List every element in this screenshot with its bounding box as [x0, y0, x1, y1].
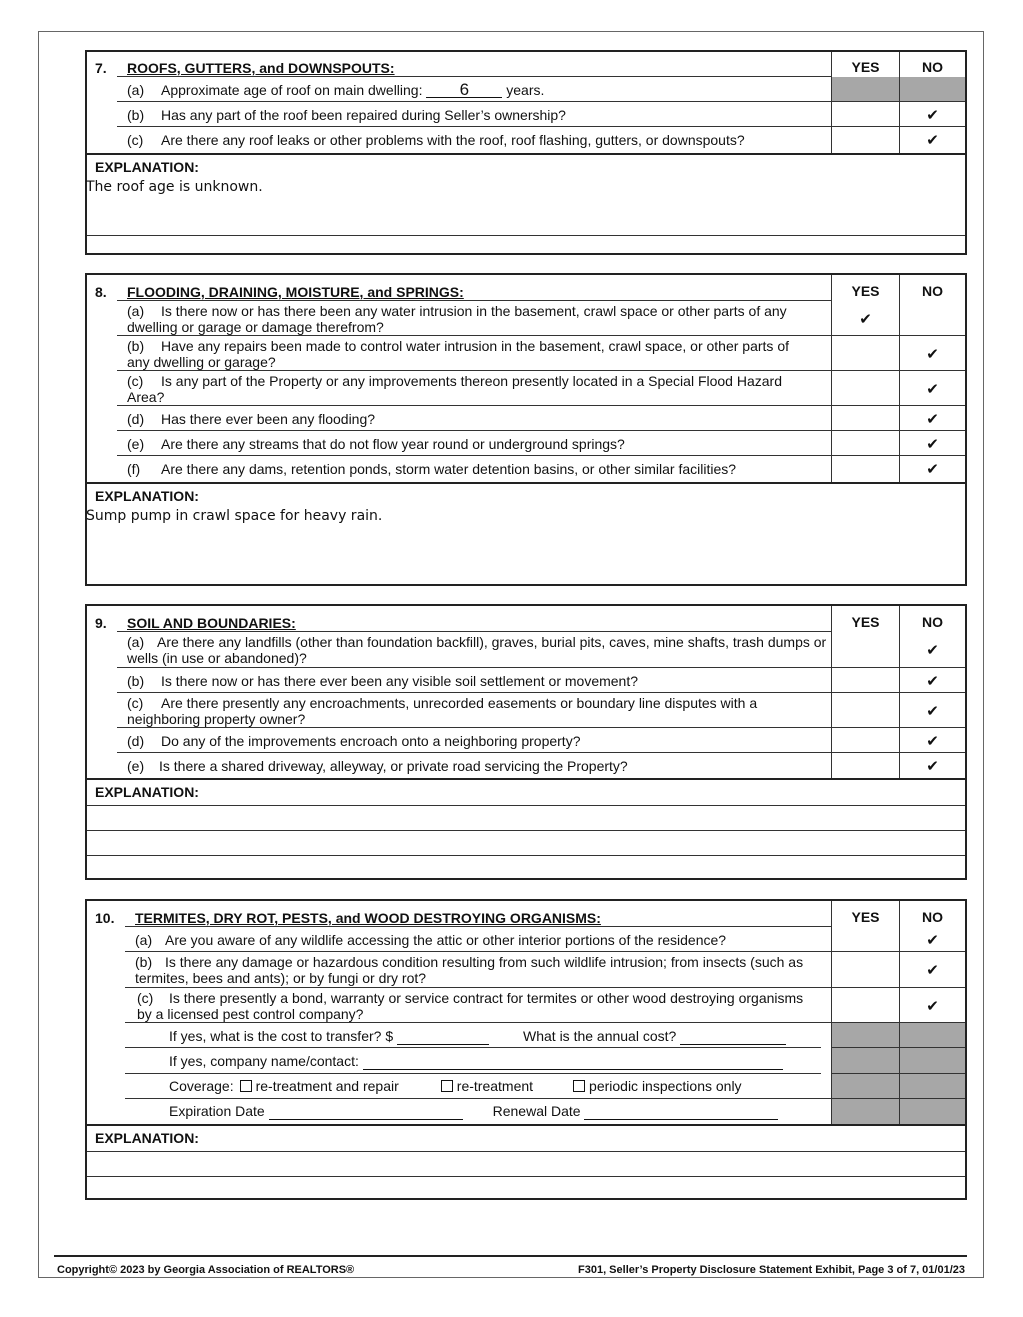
yes-cell-shaded	[831, 1099, 899, 1124]
section-10-termites	[85, 899, 967, 1200]
yes-checkbox[interactable]	[831, 127, 899, 153]
no-cell-shaded	[899, 1023, 965, 1048]
question-10a: (a) Are you aware of any wildlife accessing the attic or other interior portions of the residence?	[135, 932, 727, 948]
section-7-roofs	[85, 50, 967, 255]
roof-age-field[interactable]: 6	[426, 82, 502, 98]
yes-checkbox[interactable]	[831, 668, 899, 693]
no-header: NO	[922, 614, 943, 630]
explanation-label: EXPLANATION:	[95, 784, 199, 800]
section-number: 8.	[95, 284, 107, 300]
section-title: ROOFS, GUTTERS, and DOWNSPOUTS:	[127, 60, 395, 76]
yes-checkbox[interactable]	[831, 431, 899, 456]
company-row: If yes, company name/contact:	[169, 1053, 783, 1070]
checkmark-icon: ✔	[926, 345, 939, 363]
yes-checkbox[interactable]	[831, 456, 899, 482]
yes-checkbox[interactable]	[831, 632, 899, 668]
yes-header: YES	[851, 614, 880, 630]
question-9d: (d) Do any of the improvements encroach onto a neighboring property?	[127, 733, 581, 749]
explanation-box[interactable]	[87, 778, 965, 878]
question-7b: (b) Has any part of the roof been repaired during Seller’s ownership?	[127, 107, 566, 123]
checkmark-icon: ✔	[926, 380, 939, 398]
section-number: 7.	[95, 60, 107, 76]
section-number: 10.	[95, 910, 115, 926]
yes-checkbox[interactable]	[831, 301, 899, 336]
no-checkbox[interactable]	[899, 336, 965, 371]
no-checkbox[interactable]	[899, 927, 965, 952]
no-checkbox[interactable]	[899, 371, 965, 406]
footer-rule	[54, 1255, 967, 1257]
yes-header: YES	[851, 59, 880, 75]
checkmark-icon: ✔	[926, 435, 939, 453]
checkmark-icon: ✔	[926, 732, 939, 750]
yes-checkbox[interactable]	[831, 371, 899, 406]
checkmark-icon: ✔	[926, 997, 939, 1015]
no-checkbox[interactable]	[899, 632, 965, 668]
no-header: NO	[922, 909, 943, 925]
coverage-row: Coverage: re-treatment and repair re-treatment periodic inspections only	[169, 1078, 742, 1094]
checkmark-icon: ✔	[926, 106, 939, 124]
coverage-checkbox[interactable]	[441, 1080, 453, 1092]
question-8d: (d) Has there ever been any flooding?	[127, 411, 376, 427]
checkmark-icon: ✔	[926, 672, 939, 690]
company-contact-field[interactable]	[363, 1053, 783, 1070]
no-cell-shaded	[899, 1099, 965, 1124]
yes-cell-shaded	[831, 1074, 899, 1099]
checkmark-icon: ✔	[926, 757, 939, 775]
no-checkbox[interactable]	[899, 693, 965, 728]
explanation-label: EXPLANATION:	[95, 159, 199, 175]
question-10c: (c) Is there presently a bond, warranty or service contract for termites or other wood destroying organisms by a licensed pest control company?	[137, 990, 804, 1022]
no-checkbox[interactable]	[899, 728, 965, 753]
checkmark-icon: ✔	[926, 410, 939, 428]
question-8f: (f) Are there any dams, retention ponds, storm water detention basins, or other similar facilities?	[127, 461, 737, 477]
question-10b: (b) Is there any damage or hazardous condition resulting from such wildlife intrusion; from insects (such as termites, bees and ants); or by fungi or dry rot?	[135, 954, 804, 986]
no-checkbox[interactable]	[899, 431, 965, 456]
question-8e: (e) Are there any streams that do not flow year round or underground springs?	[127, 436, 625, 452]
yes-checkbox[interactable]	[831, 728, 899, 753]
yes-cell-shaded	[831, 77, 899, 102]
renewal-date-field[interactable]	[584, 1103, 778, 1120]
explanation-box[interactable]	[87, 1124, 965, 1201]
question-8c: (c) Is any part of the Property or any improvements thereon presently located in a Special Flood Hazard Area?	[127, 373, 782, 405]
no-checkbox[interactable]	[899, 988, 965, 1023]
yes-cell-shaded	[831, 1023, 899, 1048]
explanation-box[interactable]	[87, 153, 965, 253]
transfer-cost-row: If yes, what is the cost to transfer? $ What is the annual cost?	[169, 1028, 786, 1045]
no-checkbox[interactable]	[899, 753, 965, 778]
section-8-flooding	[85, 273, 967, 586]
checkmark-icon: ✔	[859, 310, 872, 328]
checkmark-icon: ✔	[926, 642, 939, 659]
yes-cell-shaded	[831, 1048, 899, 1074]
explanation-box[interactable]	[87, 482, 965, 584]
yes-header: YES	[851, 283, 880, 299]
no-checkbox[interactable]	[899, 456, 965, 482]
no-checkbox[interactable]	[899, 301, 965, 336]
expiration-date-field[interactable]	[269, 1103, 463, 1120]
dates-row: Expiration Date Renewal Date	[169, 1103, 778, 1120]
no-checkbox[interactable]	[899, 102, 965, 127]
no-checkbox[interactable]	[899, 952, 965, 988]
question-9e: (e) Is there a shared driveway, alleyway, or private road servicing the Property?	[127, 758, 628, 774]
question-9b: (b) Is there now or has there ever been any visible soil settlement or movement?	[127, 673, 639, 689]
yes-checkbox[interactable]	[831, 336, 899, 371]
section-number: 9.	[95, 615, 107, 631]
yes-checkbox[interactable]	[831, 988, 899, 1023]
no-checkbox[interactable]	[899, 406, 965, 431]
question-7c: (c) Are there any roof leaks or other problems with the roof, roof flashing, gutters, or downspouts?	[127, 132, 745, 148]
yes-checkbox[interactable]	[831, 102, 899, 127]
question-9a: (a) Are there any landfills (other than foundation backfill), graves, burial pits, caves, mine shafts, trash dumps or wells (in use or abandoned)?	[127, 634, 827, 666]
yes-checkbox[interactable]	[831, 693, 899, 728]
question-8b: (b) Have any repairs been made to control water intrusion in the basement, crawl space, or other parts of any dwelling or garage?	[127, 338, 789, 370]
explanation-label: EXPLANATION:	[95, 1130, 199, 1146]
section-title: TERMITES, DRY ROT, PESTS, and WOOD DESTROYING ORGANISMS:	[135, 910, 601, 926]
no-cell-shaded	[899, 1074, 965, 1099]
explanation-text: The roof age is unknown.	[86, 179, 263, 195]
no-cell-shaded	[899, 1048, 965, 1074]
question-9c: (c) Are there presently any encroachments, unrecorded easements or boundary line disputes with a neighboring property owner?	[127, 695, 758, 727]
coverage-checkbox[interactable]	[573, 1080, 585, 1092]
no-header: NO	[922, 283, 943, 299]
yes-checkbox[interactable]	[831, 952, 899, 988]
footer-form-id: F301, Seller’s Property Disclosure Statement Exhibit, Page 3 of 7, 01/01/23	[578, 1264, 965, 1276]
transfer-cost-field[interactable]	[397, 1028, 489, 1045]
checkmark-icon: ✔	[926, 702, 939, 720]
yes-header: YES	[851, 909, 880, 925]
annual-cost-field[interactable]	[680, 1028, 786, 1045]
yes-checkbox[interactable]	[831, 406, 899, 431]
footer-copyright: Copyright© 2023 by Georgia Association of REALTORS®	[57, 1264, 355, 1276]
question-8a: (a) Is there now or has there been any water intrusion in the basement, crawl space or other parts of any dwelling or garage or damage therefrom?	[127, 303, 787, 335]
checkmark-icon: ✔	[926, 132, 939, 149]
checkmark-icon: ✔	[926, 962, 939, 979]
explanation-label: EXPLANATION:	[95, 488, 199, 504]
yes-checkbox[interactable]	[831, 927, 899, 952]
question-7a: (a) Approximate age of roof on main dwelling: 6 years.	[127, 80, 545, 99]
no-checkbox[interactable]	[899, 127, 965, 153]
section-title: SOIL AND BOUNDARIES:	[127, 615, 296, 631]
checkmark-icon: ✔	[926, 931, 939, 949]
section-title: FLOODING, DRAINING, MOISTURE, and SPRINGS:	[127, 284, 464, 300]
no-checkbox[interactable]	[899, 668, 965, 693]
yes-checkbox[interactable]	[831, 753, 899, 778]
no-cell-shaded	[899, 77, 965, 102]
explanation-text: Sump pump in crawl space for heavy rain.	[86, 508, 383, 524]
section-9-soil	[85, 604, 967, 880]
no-header: NO	[922, 59, 943, 75]
checkmark-icon: ✔	[926, 461, 939, 478]
coverage-checkbox[interactable]	[240, 1080, 252, 1092]
